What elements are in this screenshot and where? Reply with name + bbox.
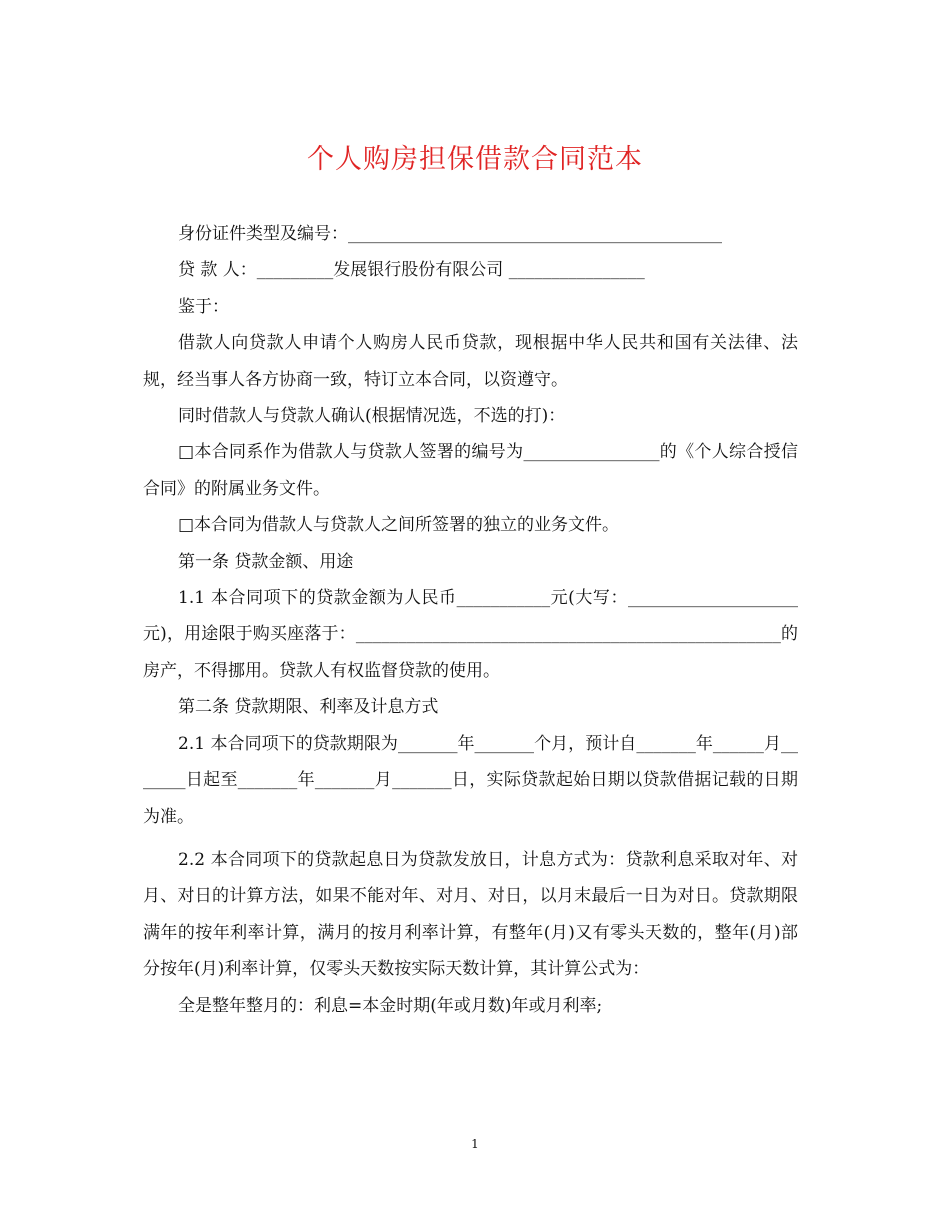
page-number: 1	[471, 1137, 479, 1151]
paragraph-option-attached: □本合同系作为借款人与贷款人签署的编号为________________的《个人综合授信合同》的附属业务文件。	[143, 442, 798, 499]
document-title: 个人购房担保借款合同范本	[307, 144, 643, 175]
formula-whole-period: 全是整年整月的：利息=本金时期(年或月数)年或月利率;	[178, 995, 603, 1016]
clause-2-2: 2.2 本合同项下的贷款起息日为贷款发放日，计息方式为：贷款利息采取对年、对月、对日的计算方法，如果不能对年、对月、对日，以月末最后一日为对日。贷款期限满年的按年利率计算，满月的按月利率计算，有整年(月)又有零头天数的，整年(月)部分按年(月)利率计算，仅零头天数按实际天数计算，其计算公式为：	[143, 849, 798, 980]
article-1-heading: 第一条 贷款金额、用途	[178, 551, 354, 572]
document-body	[143, 216, 798, 1024]
clause-1-1: 1.1 本合同项下的贷款金额为人民币___________元(大写：____________________元)，用途限于购买座落于：__________________________________________________的房产，不得挪用。贷款人有权监督贷款的使用。	[143, 588, 798, 681]
clause-2-1: 2.1 本合同项下的贷款期限为_______年_______个月，预计自_______年______月_______日起至_______年_______月_______日，实际贷款起始日期以贷款借据记载的日期为准。	[143, 733, 798, 827]
paragraph-option-independent: □本合同为借款人与贷款人之间所签署的独立的业务文件。	[178, 515, 620, 536]
paragraph-lender: 贷 款 人：_________发展银行股份有限公司 ________________	[178, 260, 645, 281]
paragraph-whereas: 鉴于：	[178, 296, 229, 317]
article-2-heading: 第二条 贷款期限、利率及计息方式	[178, 697, 439, 718]
paragraph-preamble: 借款人向贷款人申请个人购房人民币贷款，现根据中华人民共和国有关法律、法规，经当事人各方协商一致，特订立本合同，以资遵守。	[143, 333, 798, 390]
paragraph-confirmation: 同时借款人与贷款人确认(根据情况选，不选的打)：	[178, 406, 566, 427]
paragraph-id-type: 身份证件类型及编号：____________________________________________	[178, 224, 722, 244]
